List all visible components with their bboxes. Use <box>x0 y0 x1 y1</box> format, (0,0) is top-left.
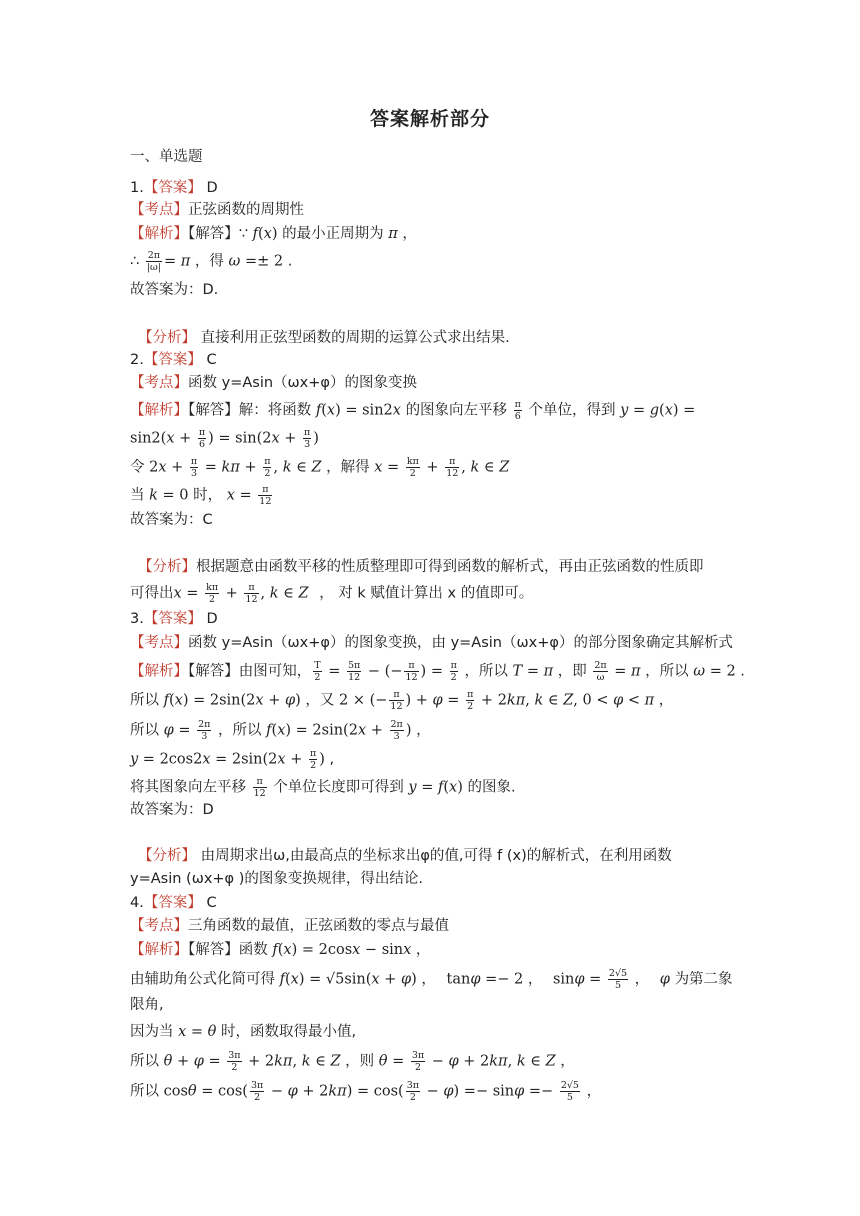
q3-text: 所以 <box>130 692 159 709</box>
answer-label: 【答案】 <box>143 352 202 368</box>
q1-final: 故答案为：D. <box>130 282 219 298</box>
analysis-label: 【解析】 <box>130 226 188 242</box>
q4-answer-line <box>130 893 217 913</box>
reasoning-label: 【分析】 <box>138 330 196 346</box>
analysis-label: 【解析】 <box>130 942 188 958</box>
solution-label: 【解答】 <box>188 402 239 419</box>
q3-analysis-line2: 所以 f(x) = 2sin(2x + φ) ，又 2 × (− $\frac{\pi}{12}$ ) + φ = $\frac{\pi}{2}$ + 2kπ, k ∈ Z, 0 < φ < π ， <box>130 689 674 712</box>
analysis-label: 【解析】 <box>130 663 188 680</box>
q4-text: 时，函数取得最小值, <box>221 1024 357 1040</box>
q3-analysis-line4: y = 2cos2x = 2sin(2x + $\frac{\pi}{2}$ ) , <box>130 748 335 771</box>
q3-text: ，所以 <box>645 663 689 680</box>
q1-number: 1. <box>130 180 144 196</box>
q4-text: ，则 <box>345 1053 375 1070</box>
q4-analysis-line2: 由辅助角公式化简可得 f(x) = √5sin(x + φ) ， tanφ =− 2 ， sinφ = $\frac{2√5}{5}$ ， φ 为第二象 <box>130 968 733 991</box>
q2-text: 当 <box>130 487 145 504</box>
q4-analysis-line5: 所以 θ + φ = $\frac{3\pi}{2}$ + 2kπ, k ∈ Z ，则 θ = $\frac{3\pi}{2}$ − φ + 2kπ, k ∈ Z ， <box>130 1050 575 1073</box>
point-label: 【考点】 <box>130 375 188 391</box>
solution-label: 【解答】 <box>188 663 239 680</box>
q1-analysis-line2: ∴ $\frac{2\pi}{|\omega|}$ = π ，得 ω =± 2 . <box>130 250 293 273</box>
fraction: $\frac{\pi}{6}$ <box>198 427 206 450</box>
reasoning-label: 【分析】 <box>138 559 196 575</box>
q2-point-line <box>130 373 417 393</box>
q3-reasoning-text: 由周期求出ω,由最高点的坐标求出φ的值,可得 f (x)的解析式，在利用函数 <box>200 848 672 864</box>
fraction: $\frac{\pi}{3}$ <box>304 427 311 450</box>
q3-text: 将其图象向左平移 <box>130 779 246 796</box>
q2-final: 故答案为：C <box>130 512 213 528</box>
q3-answer-line <box>130 609 218 629</box>
q4-text: 由辅助角公式化简可得 <box>130 971 275 988</box>
q2-answer-line <box>130 350 217 370</box>
q2-text: 的图象向左平移 <box>405 402 508 419</box>
q4-text: 为第二象 <box>674 971 733 988</box>
q4-text: 所以 <box>130 1083 159 1100</box>
q2-reasoning-line2: 可得出x = $\frac{k\pi}{2}$ + $\frac{\pi}{12}$ , k ∈ Z ， 对 k 赋值计算出 x 的值即可。 <box>130 582 534 605</box>
q3-answer: D <box>206 611 218 627</box>
q2-analysis-line2: sin2(x + $\frac{\pi}{6}$ ) = sin(2x + $\frac{\pi}{3}$ ) <box>130 427 319 450</box>
analysis-label: 【解析】 <box>130 402 188 419</box>
answer-label: 【答案】 <box>143 895 202 911</box>
q2-text: ，解得 <box>326 459 370 476</box>
q3-text: 由图可知， <box>238 663 312 680</box>
because-symbol: ∵ <box>238 226 248 242</box>
point-label: 【考点】 <box>130 635 188 651</box>
q2-analysis-line4: 当 k = 0 时， x = $\frac{\pi}{12}$ <box>130 484 272 507</box>
q3-text: 所以 <box>130 722 159 739</box>
q4-point: 三角函数的最值，正弦函数的零点与最值 <box>188 918 449 934</box>
q3-text: 的图象. <box>467 779 516 796</box>
q2-analysis-line1: 【解析】【解答】解：将函数 f(x) = sin2x 的图象向左平移 $\frac{\pi}{6}$ 个单位，得到 y = g(x) = <box>130 399 696 422</box>
q1-analysis-line1: 【解析】【解答】∵ f(x) 的最小正周期为 π ， <box>130 226 417 242</box>
q1-point: 正弦函数的周期性 <box>188 202 304 218</box>
q2-text: 时， <box>193 487 223 504</box>
q1-reasoning-text: 直接利用正弦型函数的周期的运算公式求出结果. <box>200 330 510 346</box>
q1-text: ，得 <box>194 253 224 270</box>
q2-reasoning-text: 可得出 <box>130 585 174 602</box>
q3-text: 个单位长度即可得到 <box>273 779 404 796</box>
section-heading: 一、单选题 <box>130 149 203 165</box>
q2-answer: C <box>206 352 217 368</box>
q2-analysis-line3: 令 2x + $\frac{\pi}{3}$ = kπ + $\frac{\pi}{2}$ , k ∈ Z ，解得 x = $\frac{k\pi}{2}$ + $\frac{\pi}{12}$ , k ∈ Z <box>130 456 510 479</box>
q3-reasoning-line2: y=Asin (ωx+φ )的图象变换规律，得出结论. <box>130 871 424 887</box>
q4-analysis-line4: 因为当 x = θ 时，函数取得最小值, <box>130 1024 357 1040</box>
answer-label: 【答案】 <box>143 180 202 196</box>
point-label: 【考点】 <box>130 202 188 218</box>
page-title: 答案解析部分 <box>369 108 490 130</box>
q3-analysis-line5: 将其图象向左平移 $\frac{\pi}{12}$ 个单位长度即可得到 y = f(x) 的图象. <box>130 776 516 799</box>
q3-text: ，又 <box>305 692 335 709</box>
q4-text: 函数 <box>238 942 268 958</box>
q3-point-line <box>130 633 733 653</box>
q3-text: ，所以 <box>464 663 508 680</box>
q1-point-line <box>130 200 304 220</box>
q1-text: 的最小正周期为 <box>282 226 384 242</box>
answer-label: 【答案】 <box>143 611 202 627</box>
solution-label: 【解答】 <box>188 226 239 242</box>
q2-reasoning-text: 根据题意由函数平移的性质整理即可得到函数的解析式，再由正弦函数的性质即 <box>196 559 704 575</box>
q4-answer: C <box>206 895 217 911</box>
q4-analysis-line3: 限角, <box>130 997 164 1013</box>
point-label: 【考点】 <box>130 918 188 934</box>
q2-text: 令 <box>130 459 145 476</box>
solution-label: 【解答】 <box>188 942 239 958</box>
q3-analysis-line3: 所以 φ = $\frac{2\pi}{3}$ ，所以 f(x) = 2sin(2x + $\frac{2\pi}{3}$ ) ， <box>130 719 431 742</box>
q4-analysis-line6: 所以 cosθ = cos( $\frac{3\pi}{2}$ − φ + 2kπ) = cos( $\frac{3\pi}{2}$ − φ) =− sinφ =− $\frac{2√5}{5}$ ， <box>130 1080 602 1103</box>
formula: f <box>252 226 258 242</box>
q2-text: 解：将函数 <box>238 402 312 419</box>
q3-final: 故答案为：D <box>130 802 214 818</box>
fraction: $\frac{2\pi}{|\omega|}$ <box>146 250 161 273</box>
therefore-symbol: ∴ <box>130 253 140 270</box>
q4-point-line <box>130 916 449 936</box>
q3-reasoning-line1 <box>138 846 672 866</box>
q2-reasoning-line1 <box>138 557 704 577</box>
q2-text: 个单位，得到 <box>528 402 616 419</box>
q3-text: ，所以 <box>218 722 262 739</box>
q3-number: 3. <box>130 611 144 627</box>
q4-text: 因为当 <box>130 1024 174 1040</box>
q1-reasoning <box>138 328 510 348</box>
fraction: $\frac{\pi}{6}$ <box>514 399 521 422</box>
q4-number: 4. <box>130 895 144 911</box>
reasoning-label: 【分析】 <box>138 848 196 864</box>
q2-number: 2. <box>130 352 144 368</box>
q3-point: 函数 y=Asin（ωx+φ）的图象变换，由 y=Asin（ωx+φ）的部分图象确定其解析式 <box>188 635 733 651</box>
q2-reasoning-text: ， 对 k 赋值计算出 x 的值即可。 <box>319 585 534 602</box>
q3-analysis-line1: 【解析】【解答】由图可知， $\frac{T}{2}$ = $\frac{5\pi}{12}$ − (− $\frac{\pi}{12}$ ) = $\frac{\pi}{2}$ ，所以 T = π ，即 $\frac{2\pi}{\omega}$ = π ，所以 ω = 2 . <box>130 660 745 683</box>
q2-point: 函数 y=Asin（ωx+φ）的图象变换 <box>188 375 417 391</box>
q4-text: 所以 <box>130 1053 159 1070</box>
q4-analysis-line1: 【解析】【解答】函数 f(x) = 2cosx − sinx ， <box>130 942 431 958</box>
q1-answer: D <box>206 180 218 196</box>
q1-answer-line <box>130 178 218 198</box>
q3-text: ，即 <box>557 663 587 680</box>
